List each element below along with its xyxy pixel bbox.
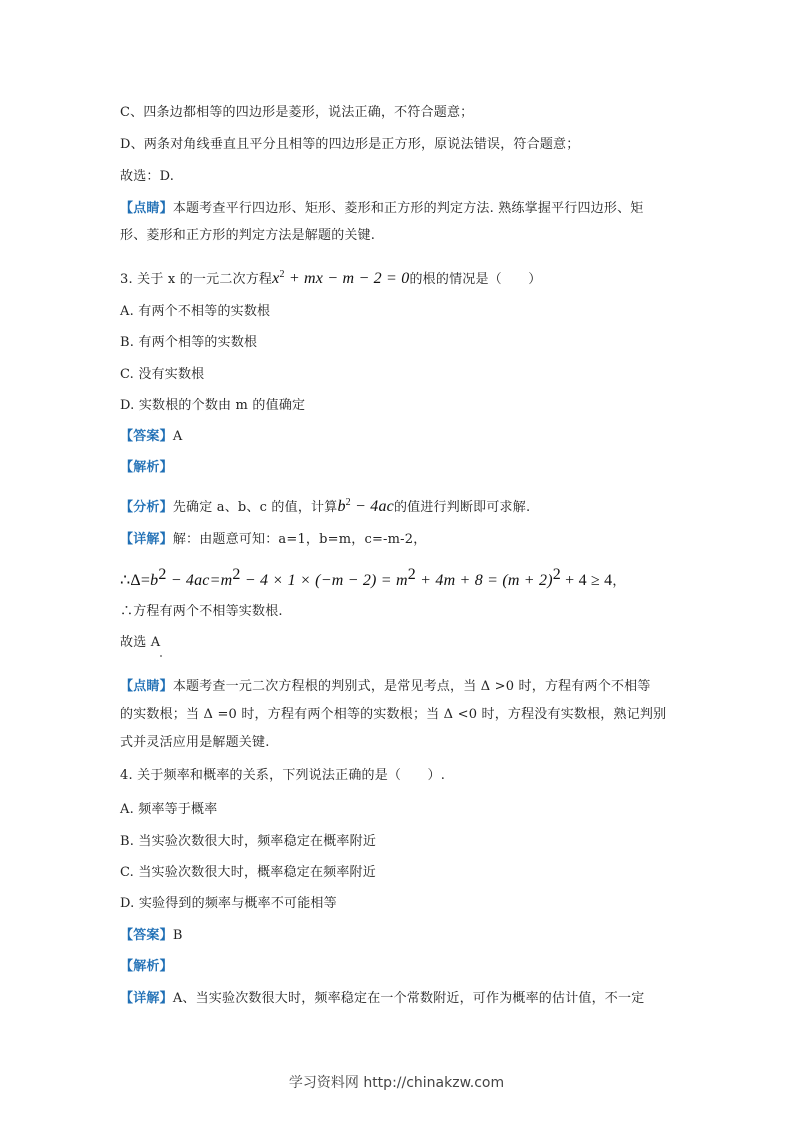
section-tag: 【解析】 [120, 959, 173, 974]
option-c: C. 没有实数根 [120, 367, 205, 382]
text-line: 的实数根；当 Δ =0 时，方程有两个相等的实数根；当 Δ <0 时，方程没有实数根，熟记判别 [120, 707, 667, 722]
option-a: A. 频率等于概率 [120, 802, 218, 817]
text-line: D、两条对角线垂直且平分且相等的四边形是正方形，原说法错误，符合题意； [120, 137, 580, 152]
answer-line [120, 927, 183, 945]
math-exponent: 2 [407, 566, 416, 583]
math-exponent: 2 [345, 497, 351, 508]
math-var: b [337, 498, 346, 515]
text-line [120, 990, 644, 1008]
discriminant-equation [120, 566, 626, 591]
math-var: m [396, 572, 408, 589]
stray-dot [160, 655, 162, 657]
math-var: m [220, 572, 233, 589]
text-line: ∴方程有两个不相等实数根. [120, 604, 283, 619]
math-expr: + 4 ≥ 4 [560, 572, 613, 589]
text-line: C、四条边都相等的四边形是菱形，说法正确，不符合题意； [120, 105, 474, 120]
text-span: 的值进行判断即可求解. [393, 500, 531, 515]
answer-value: A [172, 429, 183, 444]
footer-watermark: 学习资料网 http://chinakzw.com [288, 1075, 505, 1091]
section-tag: 【详解】 [120, 991, 173, 1006]
text-line: 故选：D. [120, 169, 175, 184]
option-b: B. 当实验次数很大时，频率稳定在概率附近 [120, 834, 377, 849]
text-line [120, 531, 426, 549]
option-d: D. 实数根的个数由 m 的值确定 [120, 398, 306, 413]
therefore-symbol: ∴ [120, 572, 131, 589]
math-var: b [150, 572, 159, 589]
math-expr: − 4ac [350, 498, 394, 515]
math-expr: (m + 2) [502, 572, 553, 589]
section-tag: 【点睛】 [120, 201, 173, 216]
option-b: B. 有两个相等的实数根 [120, 335, 258, 350]
answer-value: B [172, 928, 183, 943]
text-line: 故选 A [120, 635, 161, 650]
text-line: 形、菱形和正方形的判定方法是解题的关键. [120, 228, 376, 243]
question-3-stem [120, 266, 541, 289]
text-span: 3. 关于 x 的一元二次方程 [120, 272, 273, 287]
option-a: A. 有两个不相等的实数根 [120, 304, 271, 319]
option-c: C. 当实验次数很大时，概率稳定在频率附近 [120, 865, 376, 880]
discriminant-expr [337, 498, 394, 515]
text-line [120, 678, 651, 696]
section-tag: 【分析】 [120, 500, 173, 515]
text-line [120, 494, 530, 517]
math-expr: Δ= [130, 572, 151, 589]
section-tag: 【答案】 [120, 429, 173, 444]
text-span: 解：由题意可知：a=1，b=m，c=-m-2， [172, 532, 427, 547]
math-var: x [272, 270, 280, 287]
question-4-stem: 4. 关于频率和概率的关系，下列说法正确的是（ ）. [120, 768, 446, 783]
text-span: 先确定 a、b、c 的值，计算 [172, 500, 338, 515]
math-expr: + mx − m − 2 = 0 [284, 270, 410, 287]
equation [272, 270, 409, 287]
text-span: 的根的情况是（ ） [409, 272, 542, 287]
section-tag: 【点睛】 [120, 679, 173, 694]
math-exponent: 2 [552, 566, 561, 583]
section-tag: 【答案】 [120, 928, 173, 943]
analysis-heading [120, 459, 173, 477]
math-expr: − 4ac= [166, 572, 221, 589]
math-expr: + 4m + 8 = [415, 572, 503, 589]
text-line [120, 200, 643, 218]
punctuation: ， [612, 574, 626, 589]
section-tag: 【详解】 [120, 532, 173, 547]
math-exponent: 2 [232, 566, 241, 583]
analysis-heading [120, 958, 173, 976]
text-span: 本题考查一元二次方程根的判别式，是常见考点，当 Δ >0 时，方程有两个不相等 [172, 679, 651, 694]
math-exponent: 2 [158, 566, 167, 583]
section-tag: 【解析】 [120, 460, 173, 475]
text-span: A、当实验次数很大时，频率稳定在一个常数附近，可作为概率的估计值，不一定 [172, 991, 645, 1006]
answer-line [120, 428, 182, 446]
math-exponent: 2 [279, 269, 285, 280]
option-d: D. 实验得到的频率与概率不可能相等 [120, 896, 337, 911]
text-span: 本题考查平行四边形、矩形、菱形和正方形的判定方法. 熟练掌握平行四边形、矩 [172, 201, 644, 216]
math-expr: − 4 × 1 × (−m − 2) = [240, 572, 396, 589]
text-line: 式并灵活应用是解题关键. [120, 735, 270, 750]
